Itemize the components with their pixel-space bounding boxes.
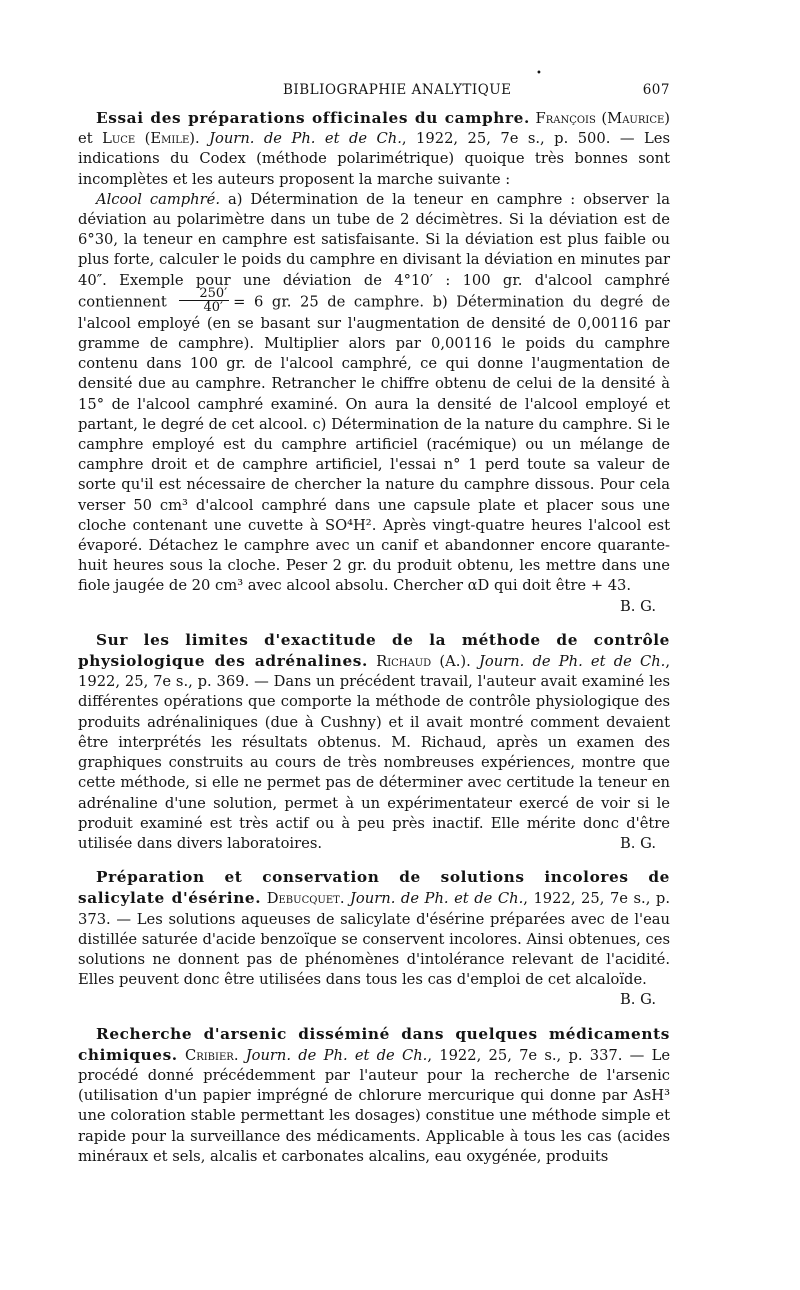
signature: B. G. bbox=[619, 991, 656, 1009]
journal-name: Journ. de Ph. et de Ch. bbox=[209, 130, 402, 148]
body-text: a) Détermination de la teneur en camphre : observer la déviation au polarimètre dans un tube de 2 décimètres. Si la déviation est de 6°30, la teneur en camphre est satisfaisante. Si la déviation est plus faible ou plus forte, calculer le poids du camphre en divisant la déviation en minutes par 40″. Exemple pour une déviation de 4°10′ : 100 gr. d'alcool camphré contiennent bbox=[78, 190, 670, 311]
article-adrenalines bbox=[78, 630, 670, 854]
author-name: Luce bbox=[102, 130, 136, 148]
author-name: (Maurice) bbox=[601, 110, 671, 127]
article-title: Sur les limites d'exactitude de la méthode de contrôle physiologique des adrénalines. bbox=[78, 630, 670, 671]
journal-name: Journ. de Ph. et de Ch. bbox=[245, 1046, 428, 1064]
article-paragraph bbox=[78, 190, 671, 615]
section-subtitle: Alcool camphré. bbox=[96, 190, 221, 208]
body-text: , 1922, 25, 7e s., p. 369. — Dans un précédent travail, l'auteur avait examiné les différentes opérations que comporte la méthode de contrôle physiologique des produits adrénaliniques (due à Cushny) et il avait montré comment devaient être interprétés les résultats obtenus. M. Richaud, après un examen des graphiques construits au cours de très nombreuses expériences, montre que cette méthode, si elle ne permet pas de déterminer avec certitude la teneur en adrénaline d'une solution, permet à un expérimentateur exercé de voir si le produit examiné est très actif ou à peu près inactif. Elle mérite donc d'être utilisée dans divers laboratoires. bbox=[78, 653, 671, 852]
article-paragraph bbox=[78, 108, 670, 190]
article-title: Recherche d'arsenic disséminé dans quelques médicaments chimiques. bbox=[78, 1024, 670, 1064]
body-text: , 1922, 25, 7e s., p. 373. — Les solutions aqueuses de salicylate d'ésérine préparées avec de l'eau distillée saturée d'acide benzoïque se conservent incolores. Ainsi obtenues, ces solutions ne donnent pas de phénomènes d'intolérance relevant de l'acidité. Elles peuvent donc être utilisées dans tous les cas d'emploi de cet alcaloïde. bbox=[78, 890, 671, 989]
author-separator: et bbox=[78, 130, 103, 148]
fraction-denominator: 40′ bbox=[203, 299, 223, 315]
page-body bbox=[78, 108, 670, 1180]
article-paragraph bbox=[78, 630, 670, 854]
article-title: Préparation et conservation de solutions incolores de salicylate d'ésérine. bbox=[78, 868, 670, 908]
running-title: BIBLIOGRAPHIE ANALYTIQUE bbox=[283, 82, 512, 98]
fraction-numerator: 250′ bbox=[179, 287, 229, 301]
fraction bbox=[179, 287, 229, 314]
author-name: Debucquet. bbox=[266, 890, 345, 908]
author-name: (Emile). bbox=[135, 130, 210, 148]
article-arsenic bbox=[78, 1024, 670, 1167]
journal-name: Journ. de Ph. et de Ch. bbox=[350, 890, 524, 908]
body-text: = 6 gr. 25 de camphre. b) Détermination du degré de l'alcool employé (en se basant sur l'augmentation de densité de 0,00116 par gramme de camphre). Multiplier alors par 0,00116 le poids du camphre contenu dans 100 gr. de l'alcool camphré, ce qui donne l'augmentation de densité due au camphre. Retrancher le chiffre obtenu de celui de la densité à 15° de l'alcool camphré examiné. On aura la densité de l'alcool employé et partant, le degré de cet alcool. c) Détermination de la nature du camphre. Si le camphre employé est du camphre artificiel (racémique) ou un mélange de camphre droit et de camphre artificiel, l'essai n° 1 perd toute sa valeur de sorte qu'il est nécessaire de chercher la nature du camphre dissous. Pour cela verser 50 cm³ d'alcool camphré dans une capsule plate et placer sous une cloche contenant une cuvette à SO⁴H². Après vingt-quatre heures l'alcool est évaporé. Détachez le camphre avec un canif et abandonner encore quarante-huit heures sous la cloche. Peser 2 gr. du produit obtenu, les mettre dans une fiole jaugée de 20 cm³ avec alcool absolu. Chercher αD qui doit être + 43. bbox=[78, 293, 671, 595]
article-paragraph bbox=[78, 1024, 670, 1167]
author-name: Cribier. bbox=[184, 1046, 239, 1064]
author-initial: (A.). bbox=[431, 653, 479, 671]
body-text: , 1922, 25, 7e s., p. 337. — Le procédé donné précédemment par l'auteur pour la recherche de l'arsenic (utilisation d'un papier imprégné de chlorure mercurique qui donne par AsH³ une coloration stable permettant les dosages) constitue une méthode simple et rapide pour la surveillance des médicaments. Applicable à tous les cas (acides minéraux et sels, alcalis et carbonates alcalins, eau oxygénée, produits bbox=[78, 1046, 671, 1165]
journal-name: Journ. de Ph. et de Ch. bbox=[478, 653, 666, 671]
signature: B. G. bbox=[619, 834, 656, 852]
citation-text: , 1922, 25, 7e s., p. 500. — Les indications du Codex (méthode polarimétrique) quoique très bonnes sont incomplètes et les auteurs proposent la marche suivante : bbox=[78, 130, 671, 188]
article-paragraph bbox=[78, 867, 671, 1009]
printer-dot: • bbox=[536, 68, 543, 79]
article-camphre bbox=[78, 108, 670, 617]
author-name: Richaud bbox=[376, 653, 432, 671]
page-number: 607 bbox=[642, 82, 670, 98]
signature: B. G. bbox=[619, 597, 656, 615]
article-title: Essai des préparations officinales du camphre. bbox=[96, 109, 530, 127]
page-header bbox=[78, 68, 670, 102]
author-name: François bbox=[535, 110, 596, 127]
article-eserine bbox=[78, 867, 670, 1010]
